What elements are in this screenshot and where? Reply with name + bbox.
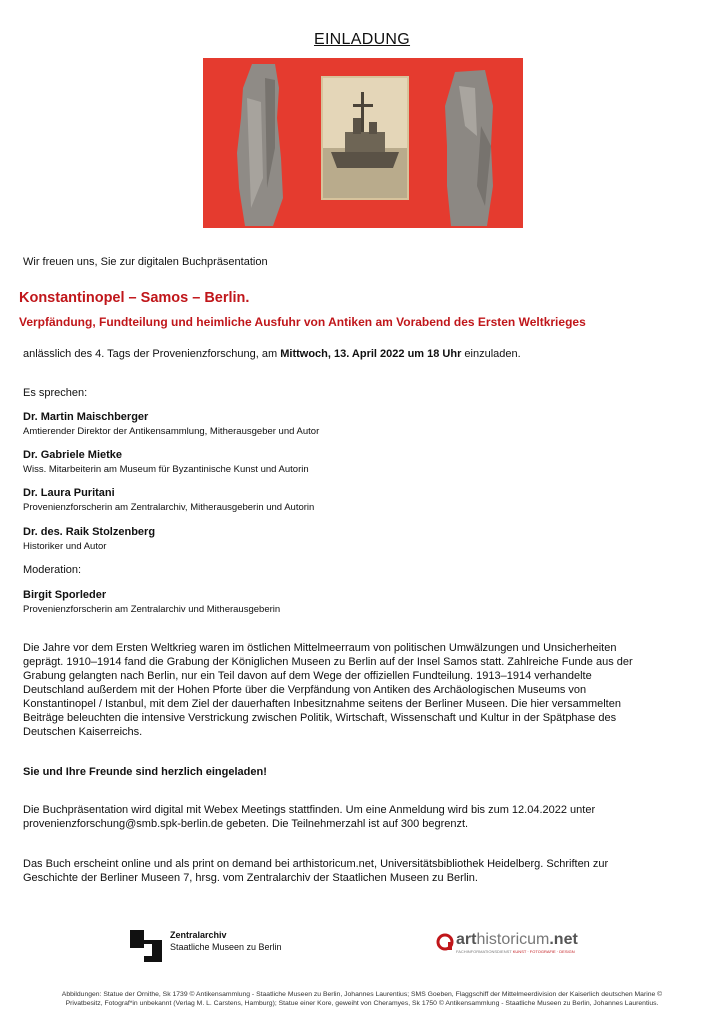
publication-paragraph <box>23 857 703 885</box>
speaker-role: Provenienzforscherin am Zentralarchiv, Mitherausgeberin und Autorin <box>23 502 315 513</box>
registration-line: Die Buchpräsentation wird digital mit Webex Meetings stattfinden. Um eine Anmeldung wird bis zum 12.04.2022 unter <box>23 804 596 816</box>
book-subtitle: Verpfändung, Fundteilung und heimliche Ausfuhr von Antiken am Vorabend des Ersten Weltkrieges <box>19 315 586 329</box>
speakers-label: Es sprechen: <box>23 387 88 399</box>
description-line: Die Jahre vor dem Ersten Weltkrieg waren im östlichen Mittelmeerraum von politischen Umwälzungen und Unsicherheiten <box>23 642 617 654</box>
description-line: Deutschen Kaiserreichs. <box>23 726 143 738</box>
statue-right-image <box>425 66 515 236</box>
zentralarchiv-logo-line2: Staatliche Museen zu Berlin <box>170 942 282 952</box>
invite-after: einzuladen. <box>461 348 521 360</box>
credits-line: Abbildungen: Statue der Ornithe, Sk 1739 © Antikensammlung - Staatliche Museen zu Berlin, Johannes Laurentius; SMS Goeben, Flaggschiff der Mittelmeerdivision der Kaiserlich deutschen Marine © <box>61 991 663 998</box>
battleship-image <box>323 78 407 198</box>
tagline-part1: FACHINFORMATIONSDIENST <box>456 949 513 954</box>
arthistoricum-logo <box>436 932 616 954</box>
header-image <box>203 58 523 228</box>
description-line: Deutschland außerdem mit der Hohen Pforte über die Verpfändung von Antiken des Archäologischen Museums von <box>23 684 587 696</box>
invite-before: anlässlich des 4. Tags der Provenienzforschung, am <box>23 348 281 360</box>
image-credits <box>20 990 704 1008</box>
welcome-text: Sie und Ihre Freunde sind herzlich eingeladen! <box>23 766 267 778</box>
arthistoricum-tagline <box>456 949 575 954</box>
ship-photo <box>321 76 409 200</box>
zentralarchiv-logo-line1: Zentralarchiv <box>170 930 227 940</box>
intro-text: Wir freuen uns, Sie zur digitalen Buchpräsentation <box>23 256 268 268</box>
speaker-name: Dr. des. Raik Stolzenberg <box>23 526 156 538</box>
speaker-role: Amtierender Direktor der Antikensammlung, Mitherausgeber und Autor <box>23 426 320 437</box>
statue-left-image <box>217 58 307 228</box>
moderator-role: Provenienzforscherin am Zentralarchiv und Mitherausgeberin <box>23 604 281 615</box>
description-line: Konstantinopel / Istanbul, mit dem Ziel der dauerhaften Inbesitznahme seitens der Berliner Museen. Die hier versammelten <box>23 698 621 710</box>
credits-line: Privatbesitz, Fotograf*in unbekannt (Verlag M. L. Carstens, Hamburg); Statue einer Kore, geweiht von Cheramyes, Sk 1750 © Antikensammlung - Staatliche Museen zu Berlin, Johannes Laurentius. <box>65 1000 659 1007</box>
event-date: Mittwoch, 13. April 2022 um 18 Uhr <box>280 348 462 360</box>
wordmark-historicum: historicum <box>476 931 550 948</box>
moderation-label: Moderation: <box>23 564 82 576</box>
tagline-part2: KUNST · FOTOGRAFIE · DESIGN <box>512 949 575 954</box>
publication-line: Das Buch erscheint online und als print on demand bei arthistoricum.net, Universitätsbibliothek Heidelberg. Schriften zur <box>23 858 609 870</box>
speaker-role: Historiker und Autor <box>23 541 107 552</box>
wordmark-net: .net <box>549 931 578 948</box>
speaker-role: Wiss. Mitarbeiterin am Museum für Byzantinische Kunst und Autorin <box>23 464 309 475</box>
zentralarchiv-logo-icon <box>130 930 162 962</box>
invite-text <box>23 348 521 360</box>
description-paragraph <box>23 641 703 739</box>
description-line: geprägt. 1910–1914 fand die Grabung der Königlichen Museen zu Berlin auf der Insel Samos statt. Zahlreiche Funde aus der <box>23 656 633 668</box>
registration-line: provenienzforschung@smb.spk-berlin.de gebeten. Die Teilnehmerzahl ist auf 300 begrenzt. <box>23 818 469 830</box>
registration-paragraph <box>23 803 703 831</box>
book-title: Konstantinopel – Samos – Berlin. <box>19 290 250 306</box>
wordmark-art: art <box>456 931 477 948</box>
moderator-name: Birgit Sporleder <box>23 589 107 601</box>
zentralarchiv-logo <box>130 928 330 964</box>
speaker-name: Dr. Gabriele Mietke <box>23 449 123 461</box>
arthistoricum-logo-icon <box>436 933 454 951</box>
publication-line: Geschichte der Berliner Museen 7, hrsg. vom Zentralarchiv der Staatlichen Museen zu Berlin. <box>23 872 478 884</box>
description-line: Grabung gelangten nach Berlin, nur ein Teil davon auf dem Wege der offiziellen Fundteilung. 1913–1914 verhandelte <box>23 670 592 682</box>
arthistoricum-wordmark <box>456 931 578 949</box>
speaker-name: Dr. Martin Maischberger <box>23 411 149 423</box>
page-title: EINLADUNG <box>313 31 411 48</box>
speaker-name: Dr. Laura Puritani <box>23 487 115 499</box>
description-line: Beiträge beleuchten die intensive Verstrickung zwischen Politik, Wirtschaft, Wissenschaft und Kultur in der Spätphase des <box>23 712 617 724</box>
